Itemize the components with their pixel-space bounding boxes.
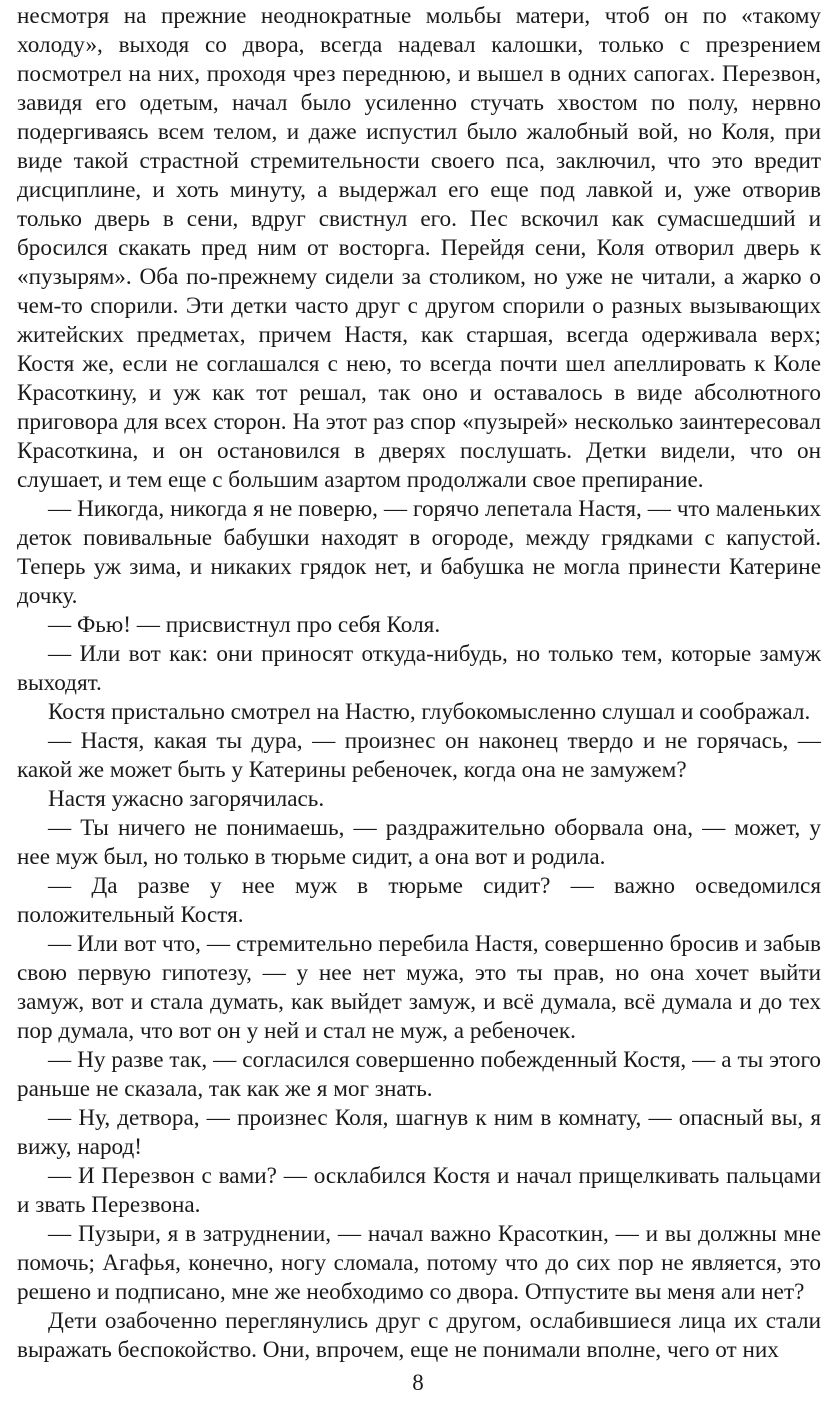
paragraph-dialogue: — Или вот что, — стремительно перебила Настя, совершенно бросив и забыв свою первую гипотезу, — у нее нет мужа, это ты прав, но она хочет выйти замуж, вот и стала думать, как выйдет замуж, и всё думала, всё думала и до тех пор думала, что вот он у ней и стал не муж, а ребеночек. — [17, 931, 821, 1044]
paragraph-dialogue: — Никогда, никогда я не поверю, — горячо лепетала Настя, — что маленьких деток повивальные бабушки находят в огороде, между грядками с капустой. Теперь уж зима, и никаких грядок нет, и бабушка не могла принести Катерине дочку. — [17, 496, 821, 609]
paragraph-narration: Дети озабоченно переглянулись друг с другом, ослабившиеся лица их стали выражать беспокойство. Они, впрочем, еще не понимали вполне, чего от них — [17, 1308, 821, 1363]
paragraph-dialogue: — Да разве у нее муж в тюрьме сидит? — важно осведомился положительный Костя. — [17, 873, 821, 928]
paragraph-dialogue: — Пузыри, я в затруднении, — начал важно Красоткин, — и вы должны мне помочь; Агафья, конечно, ногу сломала, потому что до сих пор не является, это решено и подписано, мне же необходимо со двора. Отпустите вы меня али нет? — [17, 1221, 821, 1305]
paragraph-narration: Костя пристально смотрел на Настю, глубокомысленно слушал и соображал. — [48, 699, 811, 725]
page-body — [17, 2, 821, 1365]
paragraph-dialogue: — Или вот как: они приносят откуда-нибудь, но только тем, которые замуж выходят. — [17, 641, 821, 696]
paragraph-dialogue: — Ну, детвора, — произнес Коля, шагнув к ним в комнату, — опасный вы, я вижу, народ! — [17, 1105, 821, 1160]
page-number: 8 — [412, 1370, 424, 1395]
paragraph-narration: Настя ужасно загорячилась. — [48, 786, 325, 812]
paragraph-dialogue: — Ну разве так, — согласился совершенно побежденный Костя, — а ты этого раньше не сказала, так как же я мог знать. — [17, 1047, 821, 1102]
paragraph-dialogue: — Ты ничего не понимаешь, — раздражительно оборвала она, — может, у нее муж был, но только в тюрьме сидит, а она вот и родила. — [17, 815, 821, 870]
paragraph-continuation: несмотря на прежние неоднократные мольбы матери, чтоб он по «такому холоду», выходя со двора, всегда надевал калошки, только с презрением посмотрел на них, проходя чрез переднюю, и вышел в одних сапогах. Перезвон, завидя его одетым, начал было усиленно стучать хвостом по полу, нервно подергиваясь всем телом, и даже испустил было жалобный вой, но Коля, при виде такой страстной стремительности своего пса, заключил, что это вредит дисциплине, и хоть минуту, а выдержал его еще под лавкой и, уже отворив только дверь в сени, вдруг свистнул его. Пес вскочил как сумасшедший и бросился скакать пред ним от восторга. Перейдя сени, Коля отворил дверь к «пузырям». Оба по-прежнему сидели за столиком, но уже не читали, а жарко о чем-то спорили. Эти детки часто друг с другом спорили о разных вызывающих житейских предметах, причем Настя, как старшая, всегда одерживала верх; Костя же, если не соглашался с нею, то всегда почти шел апеллировать к Коле Красоткину, и уж как тот решал, так оно и оставалось в виде абсолютного приговора для всех сторон. На этот раз спор «пузырей» несколько заинтересовал Красоткина, и он остановился в дверях послушать. Детки видели, что он слушает, и тем еще с большим азартом продолжали свое препирание. — [17, 3, 821, 493]
paragraph-dialogue: — И Перезвон с вами? — осклабился Костя и начал прищелкивать пальцами и звать Перезвона. — [17, 1163, 821, 1218]
paragraph-dialogue: — Фью! — присвистнул про себя Коля. — [48, 612, 441, 638]
paragraph-dialogue: — Настя, какая ты дура, — произнес он наконец твердо и не горячась, — какой же может быть у Катерины ребеночек, когда она не замужем? — [17, 728, 821, 783]
